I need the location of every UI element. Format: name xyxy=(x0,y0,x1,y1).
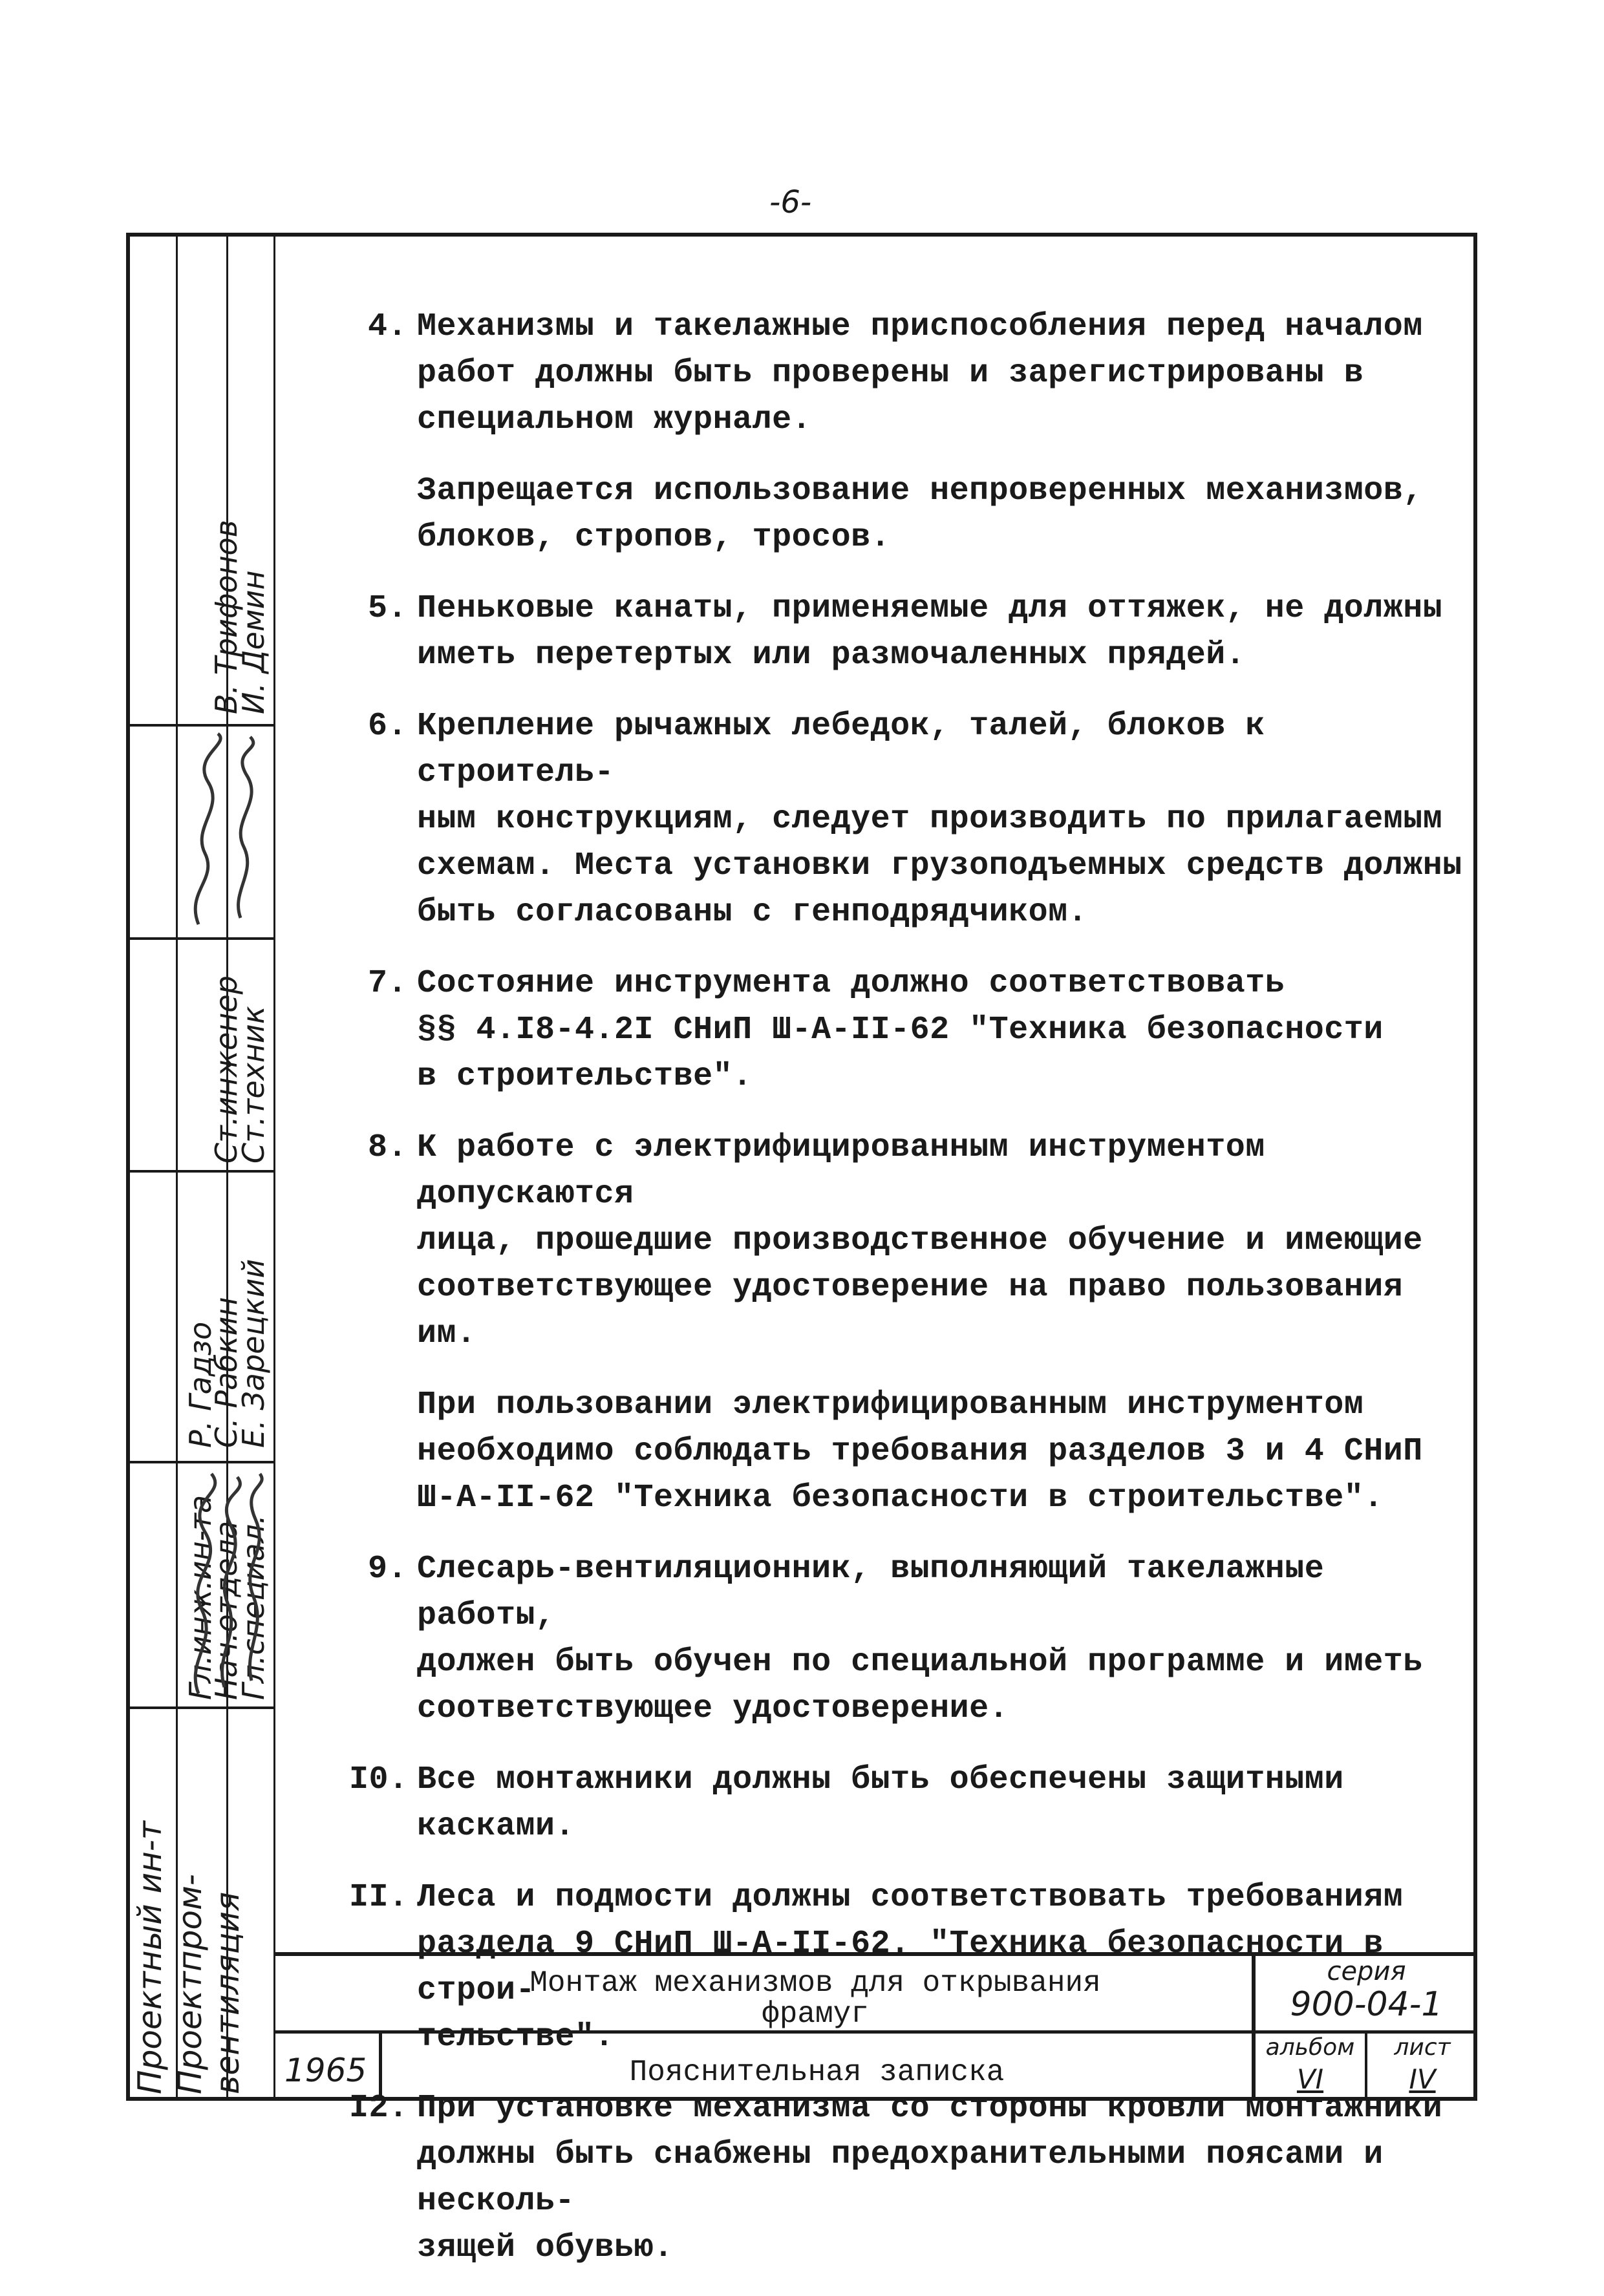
page-number: -6- xyxy=(769,184,812,220)
name-zaretsky: Е. Зарецкий xyxy=(236,1259,271,1448)
title-block-year: 1965 xyxy=(275,2030,379,2101)
org-line-2: Проектпром- xyxy=(171,1874,209,2094)
title-block xyxy=(275,1952,1477,2101)
side-row-divider xyxy=(126,937,275,940)
paragraph-text: При пользовании электрифицированным инструментом необходимо соблюдать требования разделов 3 и 4 СНиП Ш-А-II-62 "Техника безопасности в строительстве". xyxy=(417,1387,1423,1516)
paragraph-6 xyxy=(310,703,1474,936)
series-value: 900-04-1 xyxy=(1290,1985,1443,2024)
paragraph-text: Крепление рычажных лебедок, талей, блоков к строитель- ным конструкциям, следует производить по прилагаемым схемам. Места установки грузоподъемных средств должны быть согласованы с генподрядчиком. xyxy=(417,708,1462,931)
side-col-role xyxy=(178,233,228,2101)
role-senior-engineer: Ст.инженер xyxy=(209,975,244,1164)
role-chief-specialist: Гл.специал. xyxy=(236,1515,271,1700)
side-row-divider xyxy=(126,1461,275,1463)
paragraph-number: 4. xyxy=(367,308,407,345)
name-rabkin: С. Рабкин xyxy=(209,1297,244,1448)
role-senior-technician: Ст.техник xyxy=(236,1006,271,1164)
paragraph-text: Слесарь-вентиляционник, выполняющий такелажные работы, должен быть обучен по специальной программе и иметь соответствующее удостоверение. xyxy=(417,1551,1423,1727)
sheet-label: лист xyxy=(1394,2034,1451,2061)
title-block-album xyxy=(1252,2030,1365,2101)
side-row-divider xyxy=(126,1706,275,1709)
paragraph-number: II. xyxy=(349,1879,409,1916)
series-label: серия xyxy=(1327,1957,1406,1986)
title-block-series xyxy=(1252,1956,1477,2030)
paragraph-4-continued xyxy=(310,468,1474,561)
paragraph-7 xyxy=(310,961,1474,1100)
role-dept-head: Нач.отдела xyxy=(209,1520,244,1700)
paragraph-8 xyxy=(310,1125,1474,1357)
paragraph-text: Механизмы и такелажные приспособления перед началом работ должны быть проверены и зарегистрированы в специальном журнале. xyxy=(417,308,1423,438)
paragraph-9 xyxy=(310,1546,1474,1732)
paragraph-10 xyxy=(310,1757,1474,1850)
paragraph-number: 8. xyxy=(367,1129,407,1166)
paragraph-12 xyxy=(310,2085,1474,2271)
side-row-divider xyxy=(126,1170,275,1173)
paragraph-text: Все монтажники должны быть обеспечены защитными касками. xyxy=(417,1761,1344,1845)
role-chief-engineer: Гл.инж.ин-та xyxy=(183,1494,218,1700)
paragraph-number: I0. xyxy=(349,1761,409,1798)
paragraph-text: При установке механизма со стороны кровли монтажники должны быть снабжены предохранительными поясами и несколь- зящей обувью. xyxy=(417,2090,1443,2266)
paragraph-number: I2. xyxy=(349,2090,409,2127)
paragraph-number: 5. xyxy=(367,590,407,627)
org-line-3: вентиляция xyxy=(209,1891,246,2094)
org-line-1: Проектный ин-т xyxy=(131,1821,169,2094)
title-block-subtitle: Пояснительная записка xyxy=(379,2030,1252,2101)
side-row-divider xyxy=(126,724,275,727)
paragraph-text: Состояние инструмента должно соответствовать §§ 4.I8-4.2I СНиП Ш-А-II-62 "Техника безопасности в строительстве". xyxy=(417,965,1384,1095)
name-gadzo: Р. Гадзо xyxy=(183,1321,218,1448)
album-label: альбом xyxy=(1265,2034,1355,2061)
sheet-value: IV xyxy=(1409,2063,1436,2095)
title-block-title: Монтаж механизмов для открывания фрамуг xyxy=(529,1966,1101,2031)
name-trifonov: В. Трифонов xyxy=(209,520,244,714)
paragraph-5 xyxy=(310,586,1474,679)
paragraph-text: К работе с электрифицированным инструментом допускаются лица, прошедшие производственное обучение и имеющие соответствующее удостоверение на право пользования им. xyxy=(417,1129,1423,1352)
paragraph-number: 6. xyxy=(367,708,407,745)
album-value: VI xyxy=(1296,2063,1324,2095)
paragraph-text: Запрещается использование непроверенных механизмов, блоков, стропов, тросов. xyxy=(417,473,1423,556)
paragraph-8-continued xyxy=(310,1382,1474,1522)
side-col-name xyxy=(228,233,275,2101)
signature-block-upper xyxy=(179,730,275,931)
paragraph-text: Пеньковые канаты, применяемые для оттяжек, не должны иметь перетертых или размочаленных прядей. xyxy=(417,590,1443,674)
paragraph-number: 7. xyxy=(367,965,407,1002)
title-block-sheet xyxy=(1365,2030,1477,2101)
paragraph-number: 9. xyxy=(367,1551,407,1588)
side-stamp xyxy=(126,233,275,2101)
signature-block-lower xyxy=(179,1467,275,1700)
paragraph-4 xyxy=(310,304,1474,443)
paragraph-text: Леса и подмости должны соответствовать требованиям раздела 9 СНиП Ш-А-II-62. "Техника безопасности в строи- тельстве". xyxy=(417,1879,1404,2056)
name-demin: И. Демин xyxy=(236,570,271,714)
